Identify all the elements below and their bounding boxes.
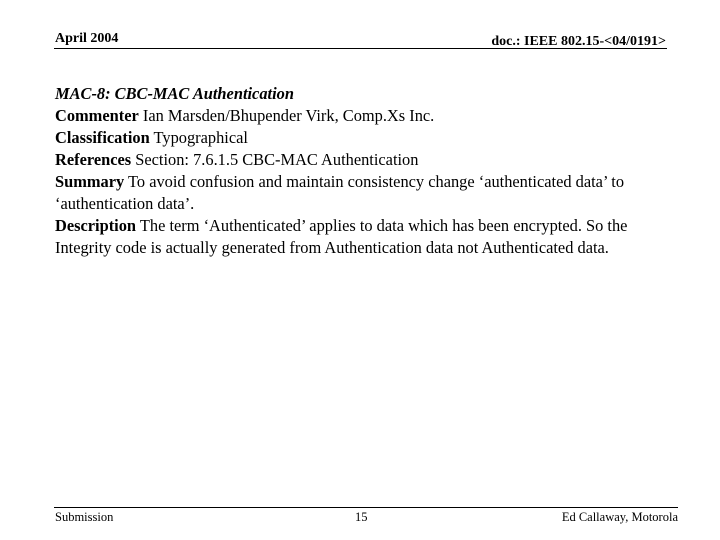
comment-title: MAC-8: CBC-MAC Authentication: [55, 84, 294, 103]
summary-value: To avoid confusion and maintain consistency change ‘authenticated data’ to ‘authentication data’.: [55, 172, 625, 213]
classification-line: [55, 127, 670, 149]
description-value: The term ‘Authenticated’ applies to data which has been encrypted. So the Integrity code is actually generated from Authentication data not Authenticated data.: [55, 216, 628, 257]
footer-submission: Submission: [55, 510, 114, 524]
commenter-value: Ian Marsden/Bhupender Virk, Comp.Xs Inc.: [142, 106, 435, 125]
classification-label: Classification: [55, 128, 150, 147]
footer-page-number: 15: [355, 510, 368, 524]
comment-body: [55, 83, 670, 259]
summary-line: [55, 171, 670, 215]
commenter-line: [55, 105, 670, 127]
header-divider: [54, 48, 667, 49]
classification-value: Typographical: [153, 128, 248, 147]
header-doc-id: doc.: IEEE 802.15-<04/0191>: [491, 34, 666, 49]
references-value: Section: 7.6.1.5 CBC-MAC Authentication: [135, 150, 419, 169]
footer-divider: [54, 507, 678, 508]
header-date: April 2004: [55, 31, 119, 46]
description-label: Description: [55, 216, 137, 235]
footer-author: Ed Callaway, Motorola: [561, 510, 678, 524]
description-line: [55, 215, 670, 259]
commenter-label: Commenter: [55, 106, 139, 125]
references-line: [55, 149, 670, 171]
references-label: References: [55, 150, 132, 169]
summary-label: Summary: [55, 172, 125, 191]
